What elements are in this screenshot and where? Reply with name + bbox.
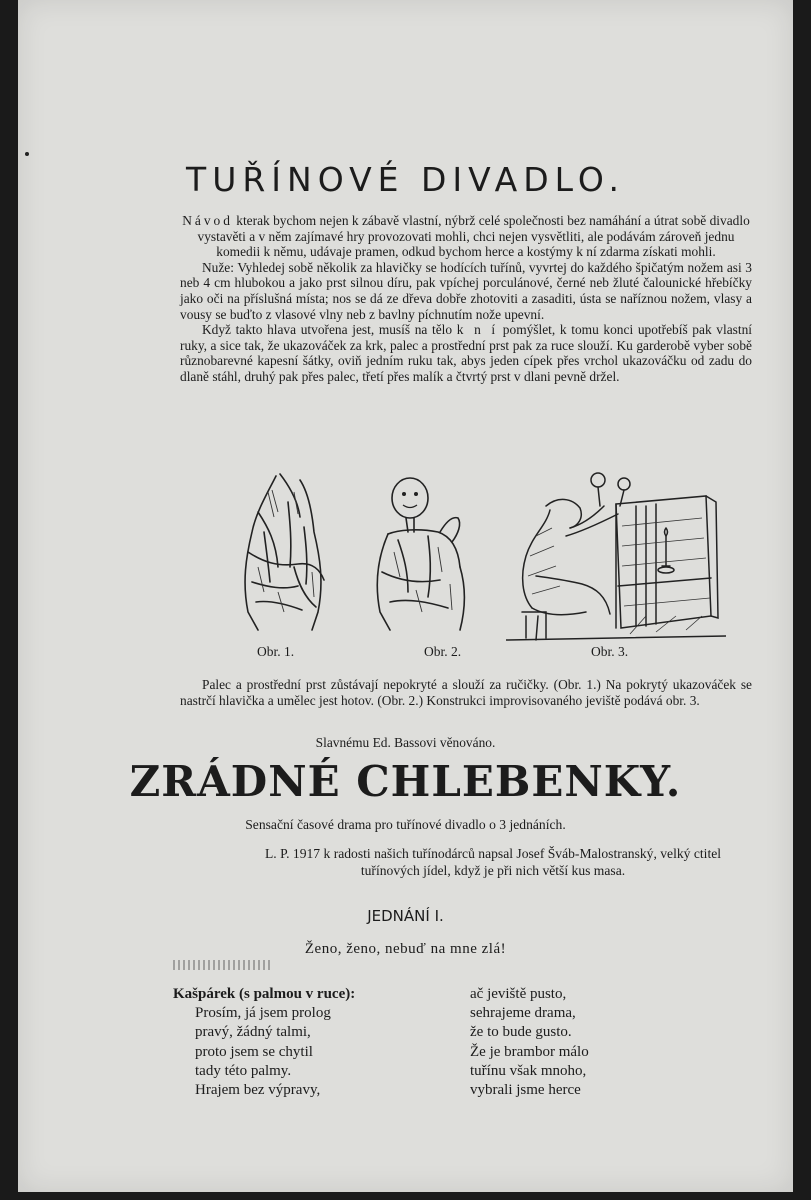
dedication: Slavnému Ed. Bassovi věnováno. <box>315 735 496 750</box>
verse-line: ač jeviště pusto, <box>470 986 567 1002</box>
intro-paragraph-1-text: kterak bychom nejen k zábavě vlastní, nýbrž celé společnosti bez namáhání a útrat sobě divadlo vystavěti a v něm zajímavé hry provozovati mohli, chci nejen vysvětliti, ale podávám zároveň jednu komedii k němu, udávaje pramen, odkud bychom herce a kostýmy k ní zdarma získati mohli. <box>197 213 750 260</box>
verse-line: vybrali jsme herce <box>470 1082 581 1099</box>
ink-speck <box>25 152 29 156</box>
verse-line: pravý, žádný talmi, <box>195 1024 311 1041</box>
intro-paragraph-3-spaced: k n í <box>456 322 499 338</box>
figure-3-label: Obr. 3. <box>591 644 629 659</box>
verse-line: tuřínu však mnoho, <box>470 1062 587 1079</box>
verse-line: tady této palmy. <box>195 1062 292 1079</box>
verse-line: proto jsem se chytil <box>195 1043 313 1060</box>
print-smudge <box>173 960 273 970</box>
intro-paragraph-2: Nuže: Vyhledej sobě několik za hlavičky se hodících tuřínů, vyvrtej do každého špičatým nožem asi 3 neb 4 cm hlubokou a jako prst silnou díru, pak vpíchej porculánové, černé neb žluté čalounické hřebíčky jako oči na příslušná místa; nos se dá ze dřeva dobře zhotoviti a zasaditi, ústa se naříznou nožem, vlasy a vousy se buďto z vlasové vlny neb z bavlny píchnutím nože upevní. <box>180 259 752 322</box>
verse-right-column <box>470 985 589 1100</box>
intro-paragraph-1 <box>180 213 752 260</box>
page-sheet <box>18 0 793 1192</box>
figure-3-illustration <box>506 466 726 642</box>
speaker-line: Kašpárek (s palmou v ruce): <box>173 986 356 1002</box>
intro-text <box>180 213 752 385</box>
verse-line: sehrajeme drama, <box>470 1005 576 1022</box>
intro-paragraph-3-text-a: Když takto hlava utvořena jest, musíš na tělo <box>202 322 457 338</box>
authorship-note: L. P. 1917 k radosti našich tuřínodárců napsal Josef Šváb-Malostranský, velký ctitel tuřínových jídel, když je při nich větší kus masa. <box>264 846 722 878</box>
figure-2-label: Obr. 2. <box>424 644 462 659</box>
verse-left-column <box>173 985 355 1100</box>
figures-caption: Palec a prostřední prst zůstávají nepokryté a slouží za ručičky. (Obr. 1.) Na pokrytý ukazováček se nastrčí hlavička a umělec jest hotov. (Obr. 2.) Konstrukci improvisovaného jeviště podává obr. 3. <box>180 677 752 708</box>
drama-title: ZRÁDNÉ CHLEBENKY. <box>129 757 682 806</box>
verse-line: že to bude gusto. <box>470 1024 572 1041</box>
verse-line: Že je brambor málo <box>470 1043 589 1060</box>
verse-line: Prosím, já jsem prolog <box>195 1005 331 1022</box>
intro-paragraph-3 <box>180 322 752 384</box>
puppet-stage-drawing <box>506 466 726 642</box>
page-title: TUŘÍNOVÉ DIVADLO. <box>186 160 625 199</box>
figure-2-illustration <box>368 472 478 634</box>
intro-lead-word: Návod <box>182 213 233 228</box>
figure-1-label: Obr. 1. <box>257 644 295 659</box>
hand-in-handkerchief-drawing <box>228 472 338 634</box>
turnip-puppet-drawing <box>368 472 478 634</box>
drama-subtitle: Sensační časové drama pro tuřínové divadlo o 3 jednáních. <box>245 817 566 832</box>
figure-1-illustration <box>228 472 338 634</box>
intro-paragraph-3-text-b: pomýšlet, k tomu konci upotřebíš pak vlastní ruky, a sice tak, že ukazováček za krk, palec a prostřední prst pak za ruce slouží. Ku garderobě vyber sobě různobarevné kapesní šátky, oviň jedním ruku tak, abys jeden cípek přes vrchol ukazováčku od zadu do dlaně stáhl, druhý pak přes palec, třetí přes malík a čtvrtý prst v dlani pevně držel. <box>180 322 752 384</box>
act-motto: Ženo, ženo, nebuď na mne zlá! <box>304 941 507 957</box>
verse-line: Hrajem bez výpravy, <box>195 1082 321 1099</box>
act-heading: JEDNÁNÍ I. <box>367 907 444 925</box>
illustrations <box>18 466 793 666</box>
